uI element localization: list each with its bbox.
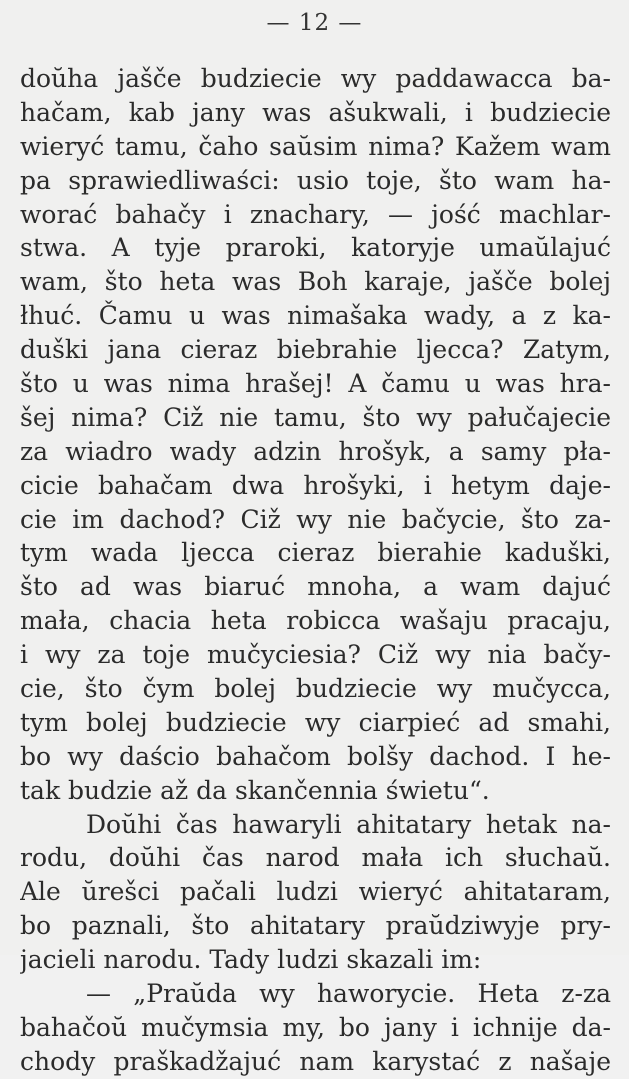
text-line: cie, što čym bolej budziecie wy mučycca, [20, 674, 611, 704]
text-line: Ale ŭrešci pačali ludzi wieryć ahitataram, [20, 877, 611, 907]
text-line: rodu, doŭhi čas narod mała ich słuchaŭ. [20, 843, 611, 873]
text-line: tym wada ljecca cieraz bierahie kaduški, [20, 538, 611, 568]
text-line: pa sprawiedliwaści: usio toje, što wam ha- [20, 165, 611, 195]
text-line: tym bolej budziecie wy ciarpieć ad smahi, [20, 707, 611, 737]
text-line: cie im dachod? Ciž wy nie bačycie, što za- [20, 504, 611, 534]
text-line: hačam, kab jany was ašukwali, i budziecie [20, 97, 611, 127]
text-line: worać bahačy i znachary, — jość machlar- [20, 199, 611, 229]
text-line: wieryć tamu, čaho saŭsim nima? Kažem wam [20, 131, 611, 161]
text-line: tak budzie až da skančennia świetu“. [20, 775, 490, 805]
page-number: — 12 — [266, 10, 363, 36]
text-line: chody praškadžajuć nam karystać z našaje [20, 1046, 611, 1076]
text-line: Doŭhi čas hawaryli ahitatary hetak na- [86, 809, 611, 839]
text-line: cicie bahačam dwa hrošyki, i hetym daje- [20, 470, 611, 500]
text-line: što u was nima hrašej! A čamu u was hra- [20, 369, 611, 399]
body-text [20, 62, 611, 1079]
text-line: što ad was biaruć mnoha, a wam dajuć [20, 572, 611, 602]
text-line: i wy za toje mučyciesia? Ciž wy nia bačy- [20, 640, 611, 670]
text-line: za wiadro wady adzin hrošyk, a samy pła- [20, 436, 611, 466]
text-line: jacieli narodu. Tady ludzi skazali im: [20, 945, 482, 975]
text-line: duški jana cieraz biebrahie ljecca? Zatym, [20, 335, 611, 365]
text-line: šej nima? Ciž nie tamu, što wy pałučajecie [20, 402, 611, 432]
text-line: bo paznali, što ahitatary praŭdziwyje pry- [20, 911, 611, 941]
text-line: łhuć. Čamu u was nimašaka wady, a z ka- [20, 301, 611, 331]
text-line: bo wy daścio bahačom bolšy dachod. I he- [20, 741, 611, 771]
text-line: mała, chacia heta robicca wašaju pracaju, [20, 606, 611, 636]
text-line: wam, što heta was Boh karaje, jašče bolej [20, 267, 611, 297]
text-line: bahačoŭ mučymsia my, bo jany i ichnije da- [20, 1012, 611, 1042]
text-line: doŭha jašče budziecie wy paddawacca ba- [20, 64, 611, 93]
text-line: — „Praŭda wy haworycie. Heta z-za [86, 979, 611, 1009]
text-line: stwa. A tyje praroki, katoryje umaŭlajuć [20, 233, 611, 263]
